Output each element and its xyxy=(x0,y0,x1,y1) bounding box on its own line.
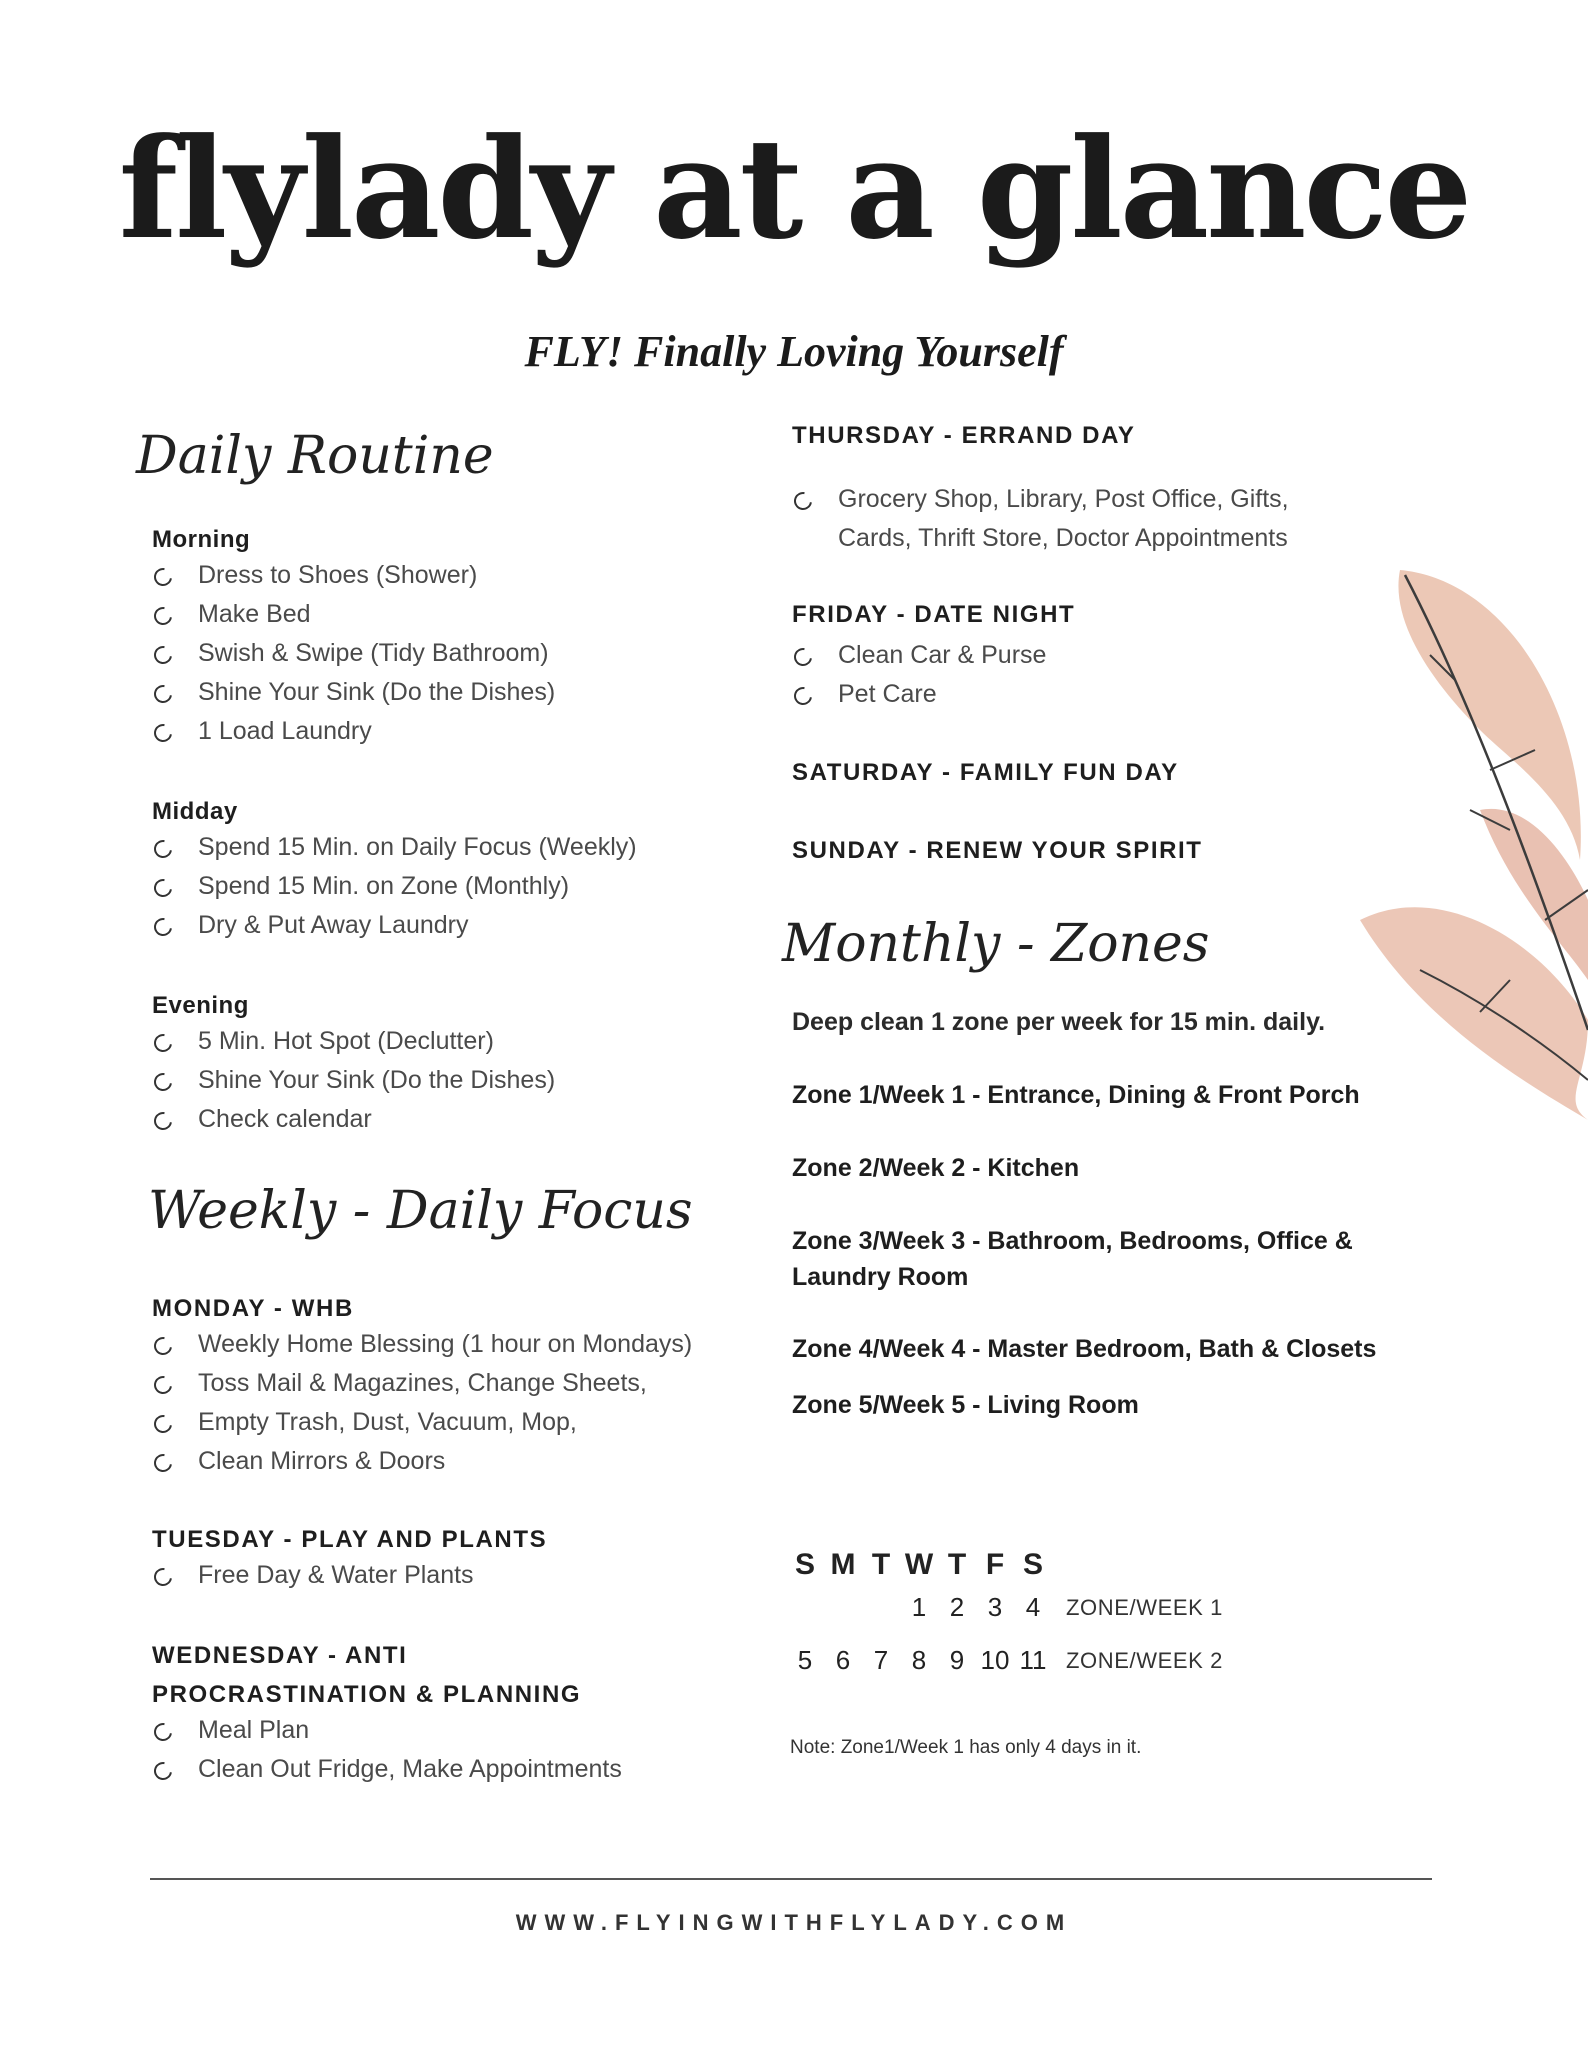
weekday-label: S xyxy=(794,1548,815,1581)
checklist-item[interactable] xyxy=(792,480,1412,558)
checklist-item[interactable]: Swish & Swipe (Tidy Bathroom) xyxy=(152,634,752,673)
zone-item: Zone 5/Week 5 - Living Room xyxy=(792,1391,1139,1419)
weekday-label: M xyxy=(830,1548,856,1581)
footer-url[interactable]: WWW.FLYINGWITHFLYLADY.COM xyxy=(515,1910,1073,1935)
friday-list xyxy=(792,636,1392,714)
checklist-item[interactable]: Shine Your Sink (Do the Dishes) xyxy=(152,1061,752,1100)
checklist-item[interactable]: Clean Out Fridge, Make Appointments xyxy=(152,1750,772,1789)
thursday-item-line1: Grocery Shop, Library, Post Office, Gifts, xyxy=(838,485,1289,513)
zone-item-continued: Laundry Room xyxy=(792,1263,969,1291)
checklist-item[interactable]: Free Day & Water Plants xyxy=(152,1556,752,1595)
evening-list xyxy=(152,1022,752,1139)
sunday-label: SUNDAY - RENEW YOUR SPIRIT xyxy=(792,837,1203,864)
checklist-item[interactable]: Dry & Put Away Laundry xyxy=(152,906,792,945)
thursday-item-line2: Cards, Thrift Store, Doctor Appointments xyxy=(838,524,1288,552)
calendar-weekday-row xyxy=(786,1548,1223,1582)
midday-label: Midday xyxy=(152,798,238,825)
friday-label: FRIDAY - DATE NIGHT xyxy=(792,601,1076,628)
thursday-list xyxy=(792,480,1412,558)
zone-item: Zone 2/Week 2 - Kitchen xyxy=(792,1154,1080,1182)
saturday-label: SATURDAY - FAMILY FUN DAY xyxy=(792,759,1179,786)
checklist-item[interactable]: Meal Plan xyxy=(152,1711,772,1750)
page-subtitle: FLY! Finally Loving Yourself xyxy=(524,327,1064,376)
calendar-day: 4 xyxy=(1025,1592,1041,1622)
checklist-item[interactable]: 5 Min. Hot Spot (Declutter) xyxy=(152,1022,752,1061)
morning-list xyxy=(152,556,752,751)
calendar-day: 2 xyxy=(949,1592,965,1622)
calendar-day: 10 xyxy=(980,1645,1010,1675)
checklist-item[interactable]: Weekly Home Blessing (1 hour on Mondays) xyxy=(152,1325,772,1364)
thursday-label: THURSDAY - ERRAND DAY xyxy=(792,422,1136,449)
weekday-label: W xyxy=(904,1548,934,1581)
calendar-note: Note: Zone1/Week 1 has only 4 days in it. xyxy=(790,1737,1142,1758)
checklist-item[interactable]: 1 Load Laundry xyxy=(152,712,752,751)
checklist-item[interactable]: Clean Car & Purse xyxy=(792,636,1392,675)
calendar-day: 6 xyxy=(835,1645,851,1675)
zone-item: Zone 4/Week 4 - Master Bedroom, Bath & Closets xyxy=(792,1335,1377,1363)
page-title: flylady at a glance xyxy=(118,107,1470,270)
weekday-label: T xyxy=(871,1548,891,1581)
weekly-focus-heading: Weekly - Daily Focus xyxy=(148,1181,693,1241)
evening-label: Evening xyxy=(152,992,249,1019)
footer-divider xyxy=(150,1878,1432,1880)
zone-item: Zone 1/Week 1 - Entrance, Dining & Front Porch xyxy=(792,1081,1360,1109)
daily-routine-heading: Daily Routine xyxy=(136,426,494,486)
calendar-week1-row xyxy=(786,1592,1223,1623)
checklist-item[interactable]: Spend 15 Min. on Zone (Monthly) xyxy=(152,867,792,906)
calendar-week1-label: ZONE/WEEK 1 xyxy=(1066,1594,1223,1620)
zone-item: Zone 3/Week 3 - Bathroom, Bedrooms, Office & xyxy=(792,1227,1353,1255)
zone-calendar xyxy=(786,1548,1223,1676)
morning-label: Morning xyxy=(152,526,251,553)
monday-list xyxy=(152,1325,772,1481)
monthly-intro: Deep clean 1 zone per week for 15 min. daily. xyxy=(792,1008,1326,1036)
checklist-item[interactable]: Clean Mirrors & Doors xyxy=(152,1442,772,1481)
calendar-day: 3 xyxy=(987,1592,1003,1622)
weekday-label: F xyxy=(985,1548,1005,1581)
weekday-label: T xyxy=(947,1548,967,1581)
checklist-item[interactable]: Make Bed xyxy=(152,595,752,634)
monday-label: MONDAY - WHB xyxy=(152,1295,354,1322)
weekday-label: S xyxy=(1022,1548,1043,1581)
tuesday-list xyxy=(152,1556,752,1595)
calendar-day: 5 xyxy=(797,1645,813,1675)
calendar-day: 9 xyxy=(949,1645,965,1675)
midday-list xyxy=(152,828,792,945)
checklist-item[interactable]: Pet Care xyxy=(792,675,1392,714)
calendar-week2-label: ZONE/WEEK 2 xyxy=(1066,1647,1223,1673)
calendar-day: 11 xyxy=(1019,1645,1047,1675)
wednesday-list xyxy=(152,1711,772,1789)
calendar-day: 7 xyxy=(873,1645,889,1675)
wednesday-label-line2: PROCRASTINATION & PLANNING xyxy=(152,1681,582,1708)
tuesday-label: TUESDAY - PLAY AND PLANTS xyxy=(152,1526,548,1553)
checklist-item[interactable]: Check calendar xyxy=(152,1100,752,1139)
wednesday-label: WEDNESDAY - ANTI xyxy=(152,1642,408,1669)
calendar-week2-row xyxy=(786,1645,1223,1676)
checklist-item[interactable]: Toss Mail & Magazines, Change Sheets, xyxy=(152,1364,772,1403)
checklist-item[interactable]: Dress to Shoes (Shower) xyxy=(152,556,752,595)
checklist-item[interactable]: Empty Trash, Dust, Vacuum, Mop, xyxy=(152,1403,772,1442)
calendar-day: 8 xyxy=(911,1645,927,1675)
calendar-day: 1 xyxy=(911,1592,927,1622)
checklist-item[interactable]: Spend 15 Min. on Daily Focus (Weekly) xyxy=(152,828,792,867)
checklist-item[interactable]: Shine Your Sink (Do the Dishes) xyxy=(152,673,752,712)
monthly-zones-heading: Monthly - Zones xyxy=(782,914,1210,974)
leaf-illustration-icon xyxy=(1360,560,1588,1120)
